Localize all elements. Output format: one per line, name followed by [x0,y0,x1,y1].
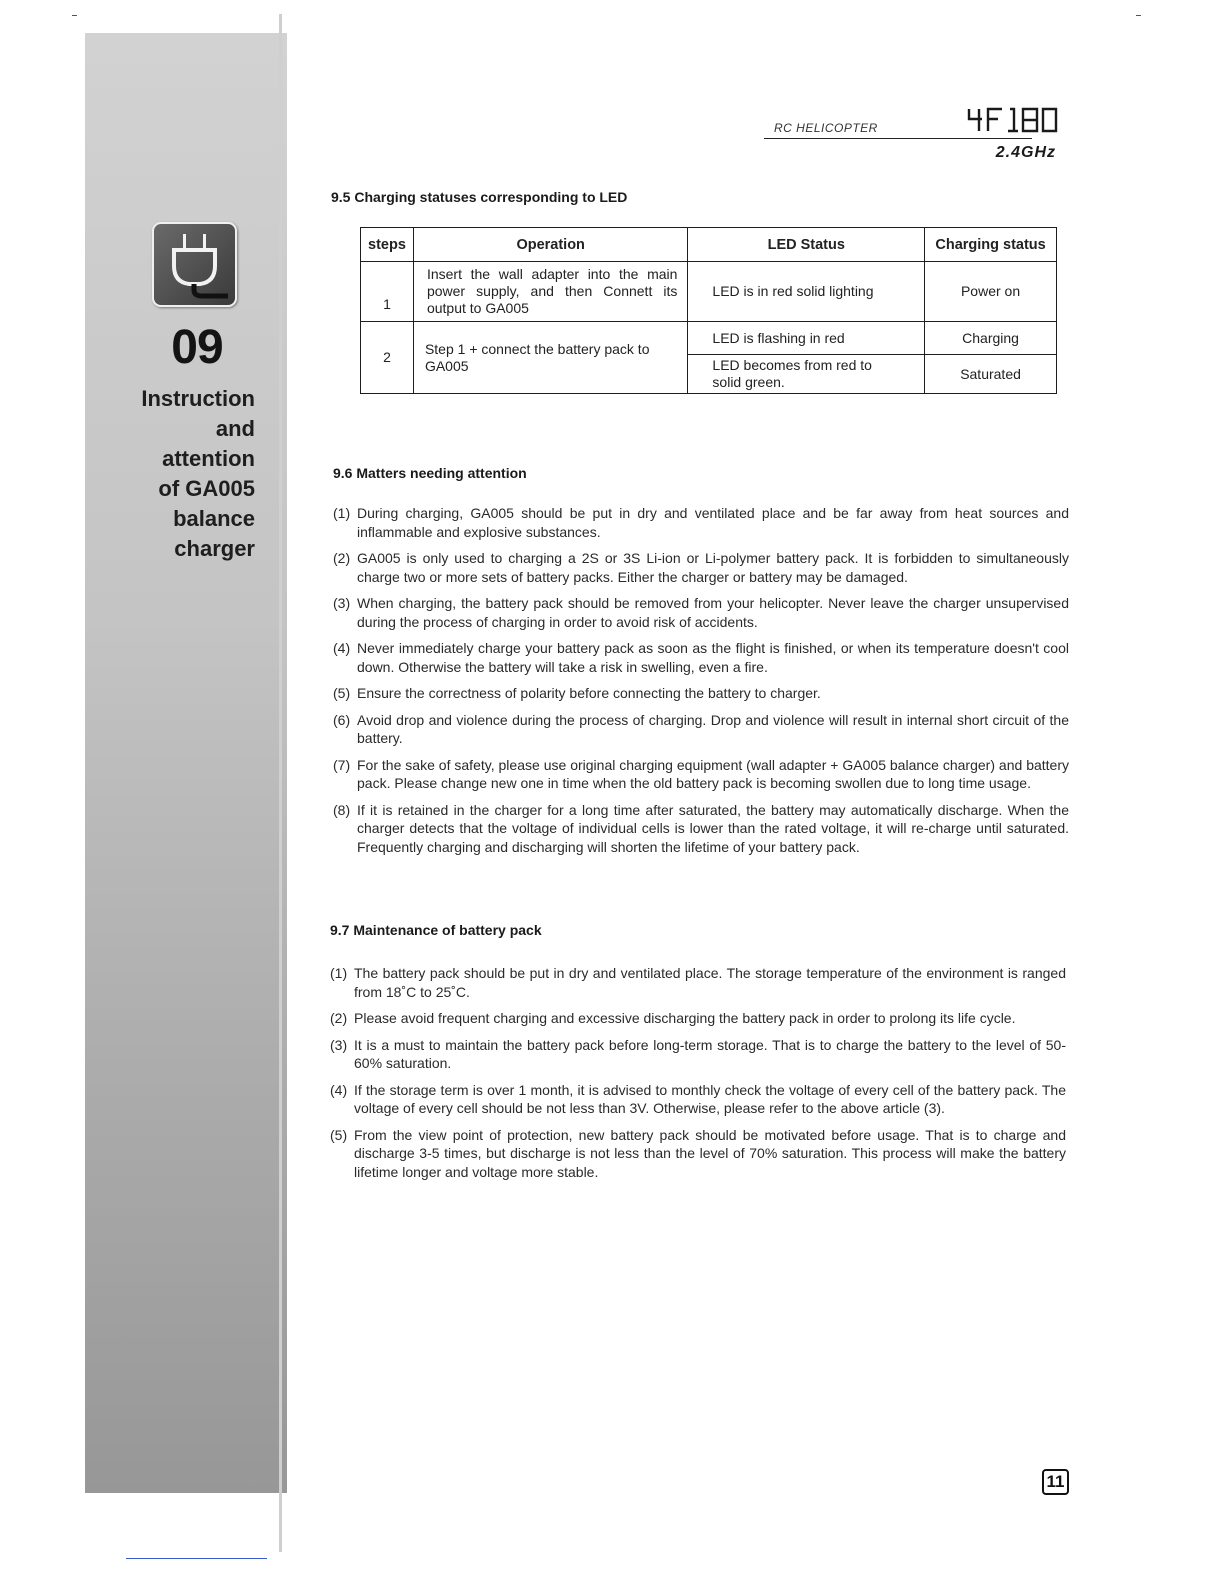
maintenance-list [330,964,1066,1189]
item-text: It is a must to maintain the battery pack before long-term storage. That is to charge the battery to the level of 50-60% saturation. [354,1036,1066,1071]
item-text: The battery pack should be put in dry and ventilated place. The storage temperature of the environment is ranged from 18˚C to 25˚C. [354,965,1066,1000]
item-number: (5) [333,685,351,701]
list-item [330,1036,1066,1073]
corner-tick [72,15,77,16]
list-item [333,756,1069,793]
item-number: (1) [333,505,351,521]
frequency-label: 2.4GHz [995,144,1056,161]
item-number: (3) [330,1036,348,1053]
item-number: (2) [333,550,351,566]
table-row [361,262,1057,322]
section-title-9-5: 9.5 Charging statuses corresponding to LED [331,189,628,205]
item-number: (1) [330,965,348,981]
table-row [361,322,1057,355]
operation-cell: Step 1 + connect the battery pack to GA005 [413,322,687,394]
item-number: (4) [333,640,351,656]
item-text: For the sake of safety, please use original charging equipment (wall adapter + GA005 balance charger) and battery pack. Please change new one in time when the old battery pack is becoming swollen due to long time usage. [357,756,1069,791]
list-item [330,964,1066,1001]
item-text: GA005 is only used to charging a 2S or 3S Li-ion or Li-polymer battery pack. It is forbidden to simultaneously charge two or more sets of battery packs. Either the charger or battery may be damaged. [357,550,1069,585]
item-number: (4) [330,1081,348,1098]
chapter-title-line: Instruction [141,386,255,411]
item-text: If the storage term is over 1 month, it is advised to monthly check the voltage of every cell of the battery pack. The voltage of every cell should be not less than 3V. Otherwise, please refer to the above article (3). [354,1081,1066,1116]
item-text: During charging, GA005 should be put in dry and ventilated place and be far away from heat sources and inflammable and explosive substances. [357,505,1069,540]
charging-status-cell: Charging [925,322,1057,355]
corner-tick [1136,15,1141,16]
item-text: Please avoid frequent charging and excessive discharging the battery pack in order to prolong its life cycle. [354,1010,1016,1026]
column-header: LED Status [688,228,925,262]
list-item [333,594,1069,631]
item-number: (2) [330,1010,348,1026]
list-item [333,684,1069,703]
chapter-title [110,384,255,564]
model-logo [966,106,1058,139]
table-header-row [361,228,1057,262]
column-header: Charging status [925,228,1057,262]
item-number: (7) [333,756,351,773]
list-item [333,504,1069,541]
item-text: From the view point of protection, new battery pack should be motivated before usage. That is to charge and discharge 3-5 times, but discharge is not less than the level of 70% saturation. This process will make the battery lifetime longer and voltage more stable. [354,1126,1066,1180]
list-item [333,711,1069,748]
page-number: 11 [1042,1469,1069,1495]
column-header: Operation [413,228,687,262]
footer-rule [126,1558,267,1559]
led-status-cell: LED becomes from red to solid green. [688,355,925,394]
plug-icon [152,222,237,307]
operation-cell: Insert the wall adapter into the main power supply, and then Connett its output to GA005 [413,262,687,322]
list-item [333,801,1069,857]
item-number: (8) [333,801,351,818]
item-text: Never immediately charge your battery pack as soon as the flight is finished, or when its temperature doesn't cool down. Otherwise the battery will take a risk in swelling, even a fire. [357,640,1069,675]
list-item [330,1009,1066,1028]
chapter-title-line: attention [162,446,255,471]
item-text: Ensure the correctness of polarity before connecting the battery to charger. [357,685,821,701]
section-title-9-6: 9.6 Matters needing attention [333,465,527,481]
led-status-cell: LED is flashing in red [688,322,925,355]
attention-list [333,504,1069,864]
chapter-title-line: balance [173,506,255,531]
item-text: When charging, the battery pack should be removed from your helicopter. Never leave the charger unsupervised during the process of charging in order to avoid risk of accidents. [357,595,1069,630]
header-subtitle: RC HELICOPTER [774,121,878,135]
item-number: (6) [333,711,351,728]
step-cell: 2 [361,322,414,394]
sidebar-divider [279,14,282,1552]
item-text: Avoid drop and violence during the process of charging. Drop and violence will result in internal short circuit of the battery. [357,711,1069,746]
list-item [333,549,1069,586]
step-cell: 1 [361,262,414,322]
chapter-title-line: charger [174,536,255,561]
chapter-title-line: of GA005 [158,476,255,501]
item-number: (5) [330,1126,348,1143]
led-status-cell: LED is in red solid lighting [688,262,925,322]
list-item [330,1126,1066,1182]
column-header: steps [361,228,414,262]
list-item [330,1081,1066,1118]
list-item [333,639,1069,676]
charging-status-cell: Power on [925,262,1057,322]
chapter-title-line: and [215,416,255,441]
section-title-9-7: 9.7 Maintenance of battery pack [330,922,542,938]
led-status-table [360,227,1057,394]
item-number: (3) [333,595,351,611]
chapter-number: 09 [171,321,223,374]
charging-status-cell: Saturated [925,355,1057,394]
item-text: If it is retained in the charger for a long time after saturated, the battery may automatically discharge. When the charger detects that the voltage of individual cells is lower than the rated voltage, it will re-charge until saturated. Frequently charging and discharging will shorten the lifetime of your battery pack. [357,801,1069,855]
